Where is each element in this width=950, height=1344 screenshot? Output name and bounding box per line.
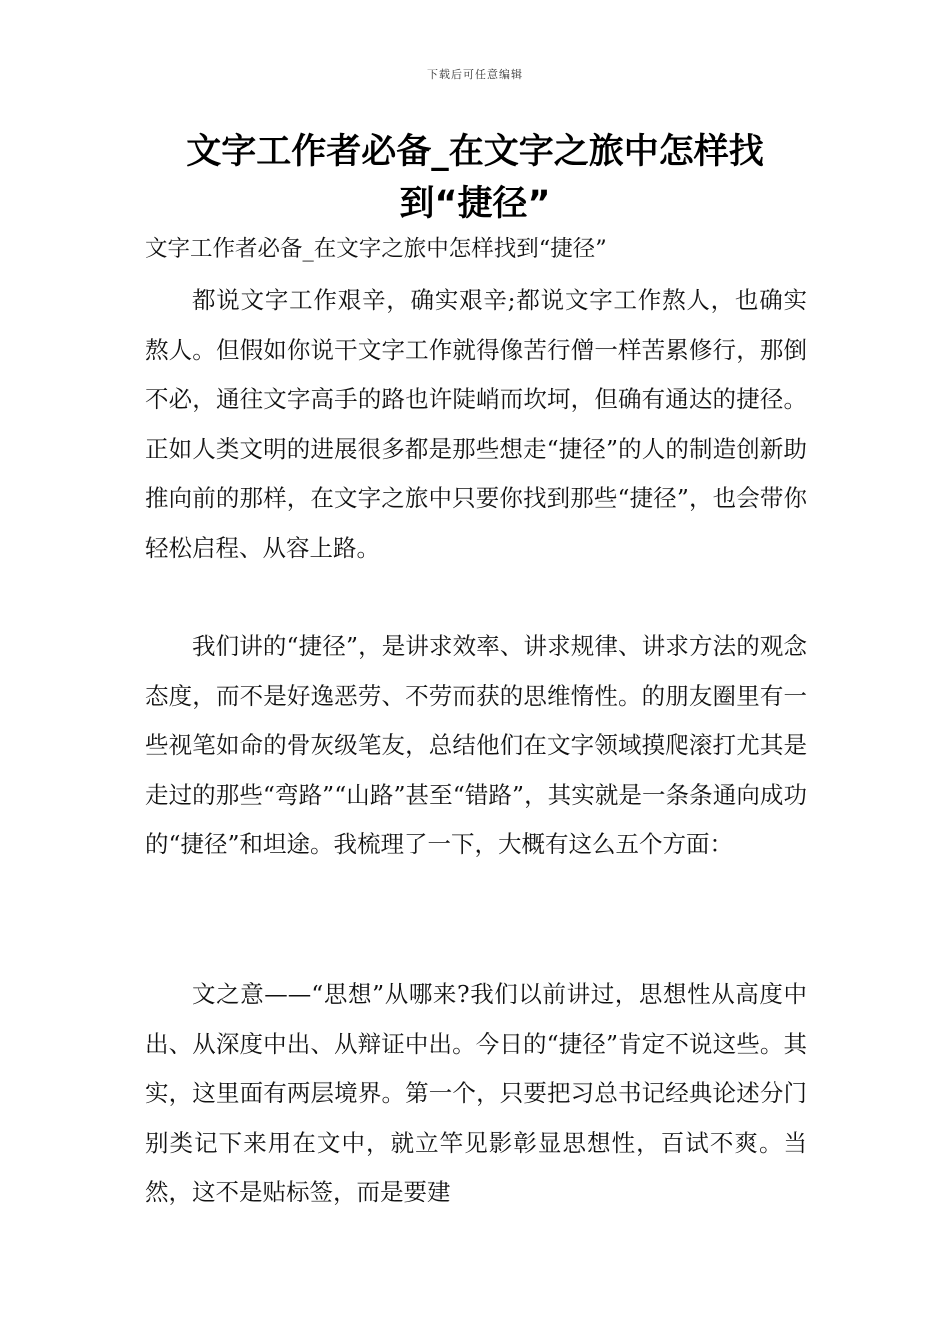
body-paragraph-2: 我们讲的“捷径”，是讲求效率、讲求规律、讲求方法的观念态度，而不是好逸恶劳、不劳而获的思维惰性。的朋友圈里有一些视笔如命的骨灰级笔友，总结他们在文字领域摸爬滚打尤其是走过的那些“弯路”“山路”甚至“错路”，其实就是一条条通向成功的“捷径”和坦途。我梳理了一下，大概有这么五个方面： (145, 632, 807, 858)
document-title: 文字工作者必备_在文字之旅中怎样找到“捷径” (186, 132, 764, 224)
body-paragraph-3: 文之意——“思想”从哪来?我们以前讲过，思想性从高度中出、从深度中出、从辩证中出。今日的“捷径”肯定不说这些。其实，这里面有两层境界。第一个，只要把习总书记经典论述分门别类记下来用在文中，就立竿见影彰显思想性，百试不爽。当然，这不是贴标签，而是要建 (145, 980, 807, 1206)
document-subtitle: 文字工作者必备_在文字之旅中怎样找到“捷径” (145, 236, 607, 262)
header-note: 下载后可任意编辑 (427, 68, 523, 81)
body-paragraph-1: 都说文字工作艰辛，确实艰辛;都说文字工作熬人，也确实熬人。但假如你说干文字工作就得像苦行僧一样苦累修行，那倒不必，通往文字高手的路也许陡峭而坎坷，但确有通达的捷径。正如人类文明的进展很多都是那些想走“捷径”的人的制造创新助推向前的那样，在文字之旅中只要你找到那些“捷径”，也会带你轻松启程、从容上路。 (145, 286, 807, 562)
